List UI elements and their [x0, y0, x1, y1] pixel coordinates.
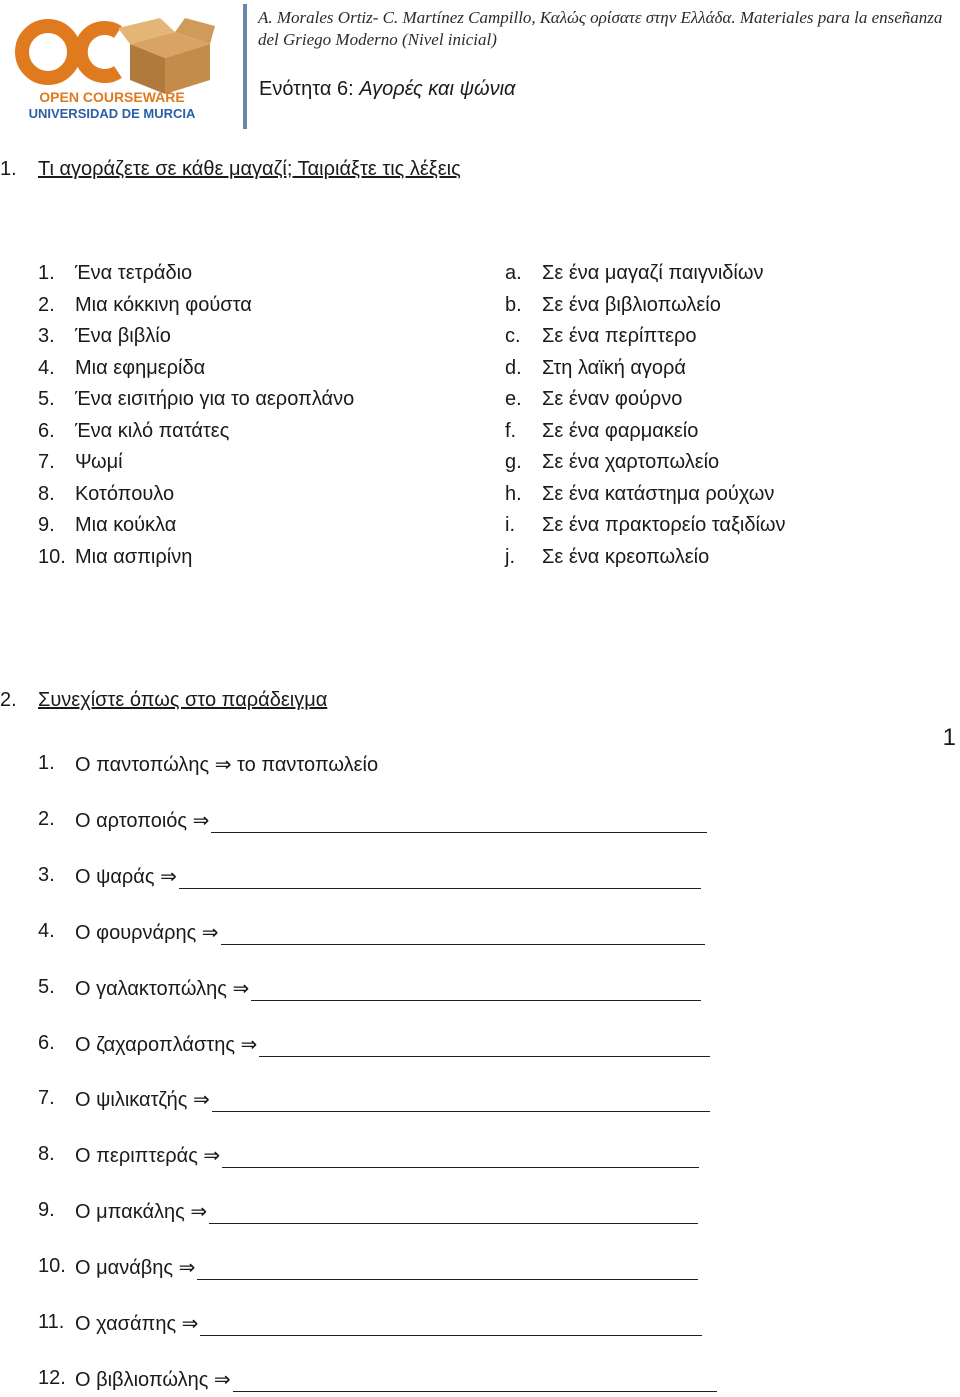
shop-text: Σε έναν φούρνο	[542, 388, 683, 410]
item-text: Μια κόκκινη φούστα	[75, 293, 252, 316]
item-text: Ένα τετράδιο	[75, 262, 193, 284]
answer-blank-line[interactable]	[251, 1000, 701, 1001]
exercise2-word: Ο περιπτεράς ⇒	[75, 1145, 221, 1168]
header-divider	[243, 4, 247, 129]
shop-text: Σε ένα χαρτοπωλείο	[542, 451, 720, 473]
answer-blank-line[interactable]	[222, 1167, 699, 1168]
exercise2-marker: 2.	[38, 807, 55, 830]
item-marker: 4.	[38, 356, 55, 379]
exercise2-marker: 3.	[38, 863, 55, 886]
exercise2-marker: 7.	[38, 1087, 55, 1110]
item-marker: 8.	[38, 482, 55, 505]
exercise2-word: Ο αρτοποιός ⇒	[75, 809, 210, 832]
item-marker: 6.	[38, 419, 55, 442]
answer-blank-line[interactable]	[233, 1391, 717, 1392]
exercise2-marker: 6.	[38, 1031, 55, 1054]
exercise2-word: Ο μανάβης ⇒	[75, 1257, 196, 1280]
logo-bottom-text: UNIVERSIDAD DE MURCIA	[28, 106, 196, 121]
answer-blank-line[interactable]	[179, 888, 701, 889]
answer-blank-line[interactable]	[259, 1056, 710, 1057]
item-text: Ένα βιβλίο	[75, 325, 171, 347]
credits-text: A. Morales Ortiz- C. Martínez Campillo, Καλώς ορίσατε στην Ελλάδα. Materiales para la enseñanza del Griego Moderno (Nivel inicial)	[258, 8, 943, 49]
item-marker: 2.	[38, 293, 55, 316]
item-marker: 10.	[38, 545, 66, 568]
exercise2-word: Ο μπακάλης ⇒	[75, 1201, 208, 1224]
exercise2-word: Ο ψιλικατζής ⇒	[75, 1089, 210, 1112]
shop-text: Σε ένα βιβλιοπωλείο	[542, 293, 721, 316]
shop-marker: f.	[505, 419, 517, 442]
shop-marker: e.	[505, 388, 522, 410]
shop-text: Σε ένα μαγαζί παιγνιδίων	[542, 262, 764, 284]
shop-text: Σε ένα φαρμακείο	[542, 419, 699, 442]
exercise2-word: Ο ψαράς ⇒	[75, 865, 177, 888]
unit-topic: Αγορές και ψώνια	[359, 78, 516, 100]
answer-blank-line[interactable]	[211, 832, 707, 833]
exercise2-number: 2.	[0, 689, 17, 711]
item-marker: 5.	[38, 388, 55, 410]
item-marker: 3.	[38, 325, 55, 347]
shop-text: Σε ένα κατάστημα ρούχων	[542, 482, 775, 505]
shop-marker: b.	[505, 293, 522, 316]
exercise2-marker: 1.	[38, 752, 55, 774]
page-number: 1	[942, 724, 956, 751]
item-text: Μια ασπιρίνη	[75, 545, 193, 568]
shop-marker: g.	[505, 451, 522, 473]
answer-blank-line[interactable]	[212, 1111, 710, 1112]
shop-text: Στη λαϊκή αγορά	[542, 356, 686, 379]
unit-label: Ενότητα 6:	[259, 78, 354, 100]
answer-blank-line[interactable]	[221, 944, 705, 945]
exercise2-word: Ο ζαχαροπλάστης ⇒	[75, 1033, 258, 1056]
shop-marker: a.	[505, 262, 522, 284]
shop-text: Σε ένα περίπτερο	[542, 325, 697, 347]
exercise2-title-text: Συνεχίστε όπως στο παράδειγμα	[38, 689, 328, 711]
item-marker: 9.	[38, 514, 55, 536]
shop-marker: c.	[505, 325, 521, 347]
exercise2-word: Ο χασάπης ⇒	[75, 1313, 199, 1335]
shop-marker: i.	[505, 514, 515, 536]
exercise1-number: 1.	[0, 158, 17, 180]
exercise2-marker: 4.	[38, 919, 55, 942]
exercise2-word: Ο παντοπώλης ⇒ το παντοπωλείο	[75, 754, 379, 776]
exercise2-marker: 8.	[38, 1143, 55, 1166]
exercise2-marker: 9.	[38, 1199, 55, 1222]
answer-blank-line[interactable]	[200, 1335, 702, 1336]
exercise2-marker: 5.	[38, 975, 55, 998]
shop-text: Σε ένα κρεοπωλείο	[542, 545, 710, 568]
shop-text: Σε ένα πρακτορείο ταξιδίων	[542, 514, 786, 536]
item-marker: 7.	[38, 451, 55, 473]
exercise2-marker: 11.	[38, 1311, 65, 1333]
exercise2-word: Ο βιβλιοπώλης ⇒	[75, 1368, 231, 1391]
exercise2-word: Ο γαλακτοπώλης ⇒	[75, 977, 250, 1000]
exercise1-title-text: Τι αγοράζετε σε κάθε μαγαζί; Ταιριάξτε τις λέξεις	[38, 158, 461, 180]
exercise2-word: Ο φουρνάρης ⇒	[75, 921, 219, 944]
item-marker: 1.	[38, 262, 55, 284]
item-text: Μια εφημερίδα	[75, 356, 206, 379]
item-text: Μια κούκλα	[75, 514, 177, 536]
unit-heading	[259, 78, 515, 101]
exercise2-marker: 12.	[38, 1366, 66, 1389]
logo-top-text: OPEN COURSEWARE	[39, 89, 185, 105]
exercise2-marker: 10.	[38, 1255, 66, 1278]
answer-blank-line[interactable]	[197, 1279, 698, 1280]
ocw-logo	[10, 14, 215, 124]
item-text: Ένα κιλό πατάτες	[75, 419, 230, 442]
item-text: Ένα εισιτήριο για το αεροπλάνο	[75, 388, 355, 410]
answer-blank-line[interactable]	[209, 1223, 698, 1224]
item-text: Ψωμί	[75, 451, 123, 473]
shop-marker: j.	[505, 545, 515, 568]
shop-marker: d.	[505, 356, 522, 379]
item-text: Κοτόπουλο	[75, 482, 175, 505]
shop-marker: h.	[505, 482, 522, 505]
